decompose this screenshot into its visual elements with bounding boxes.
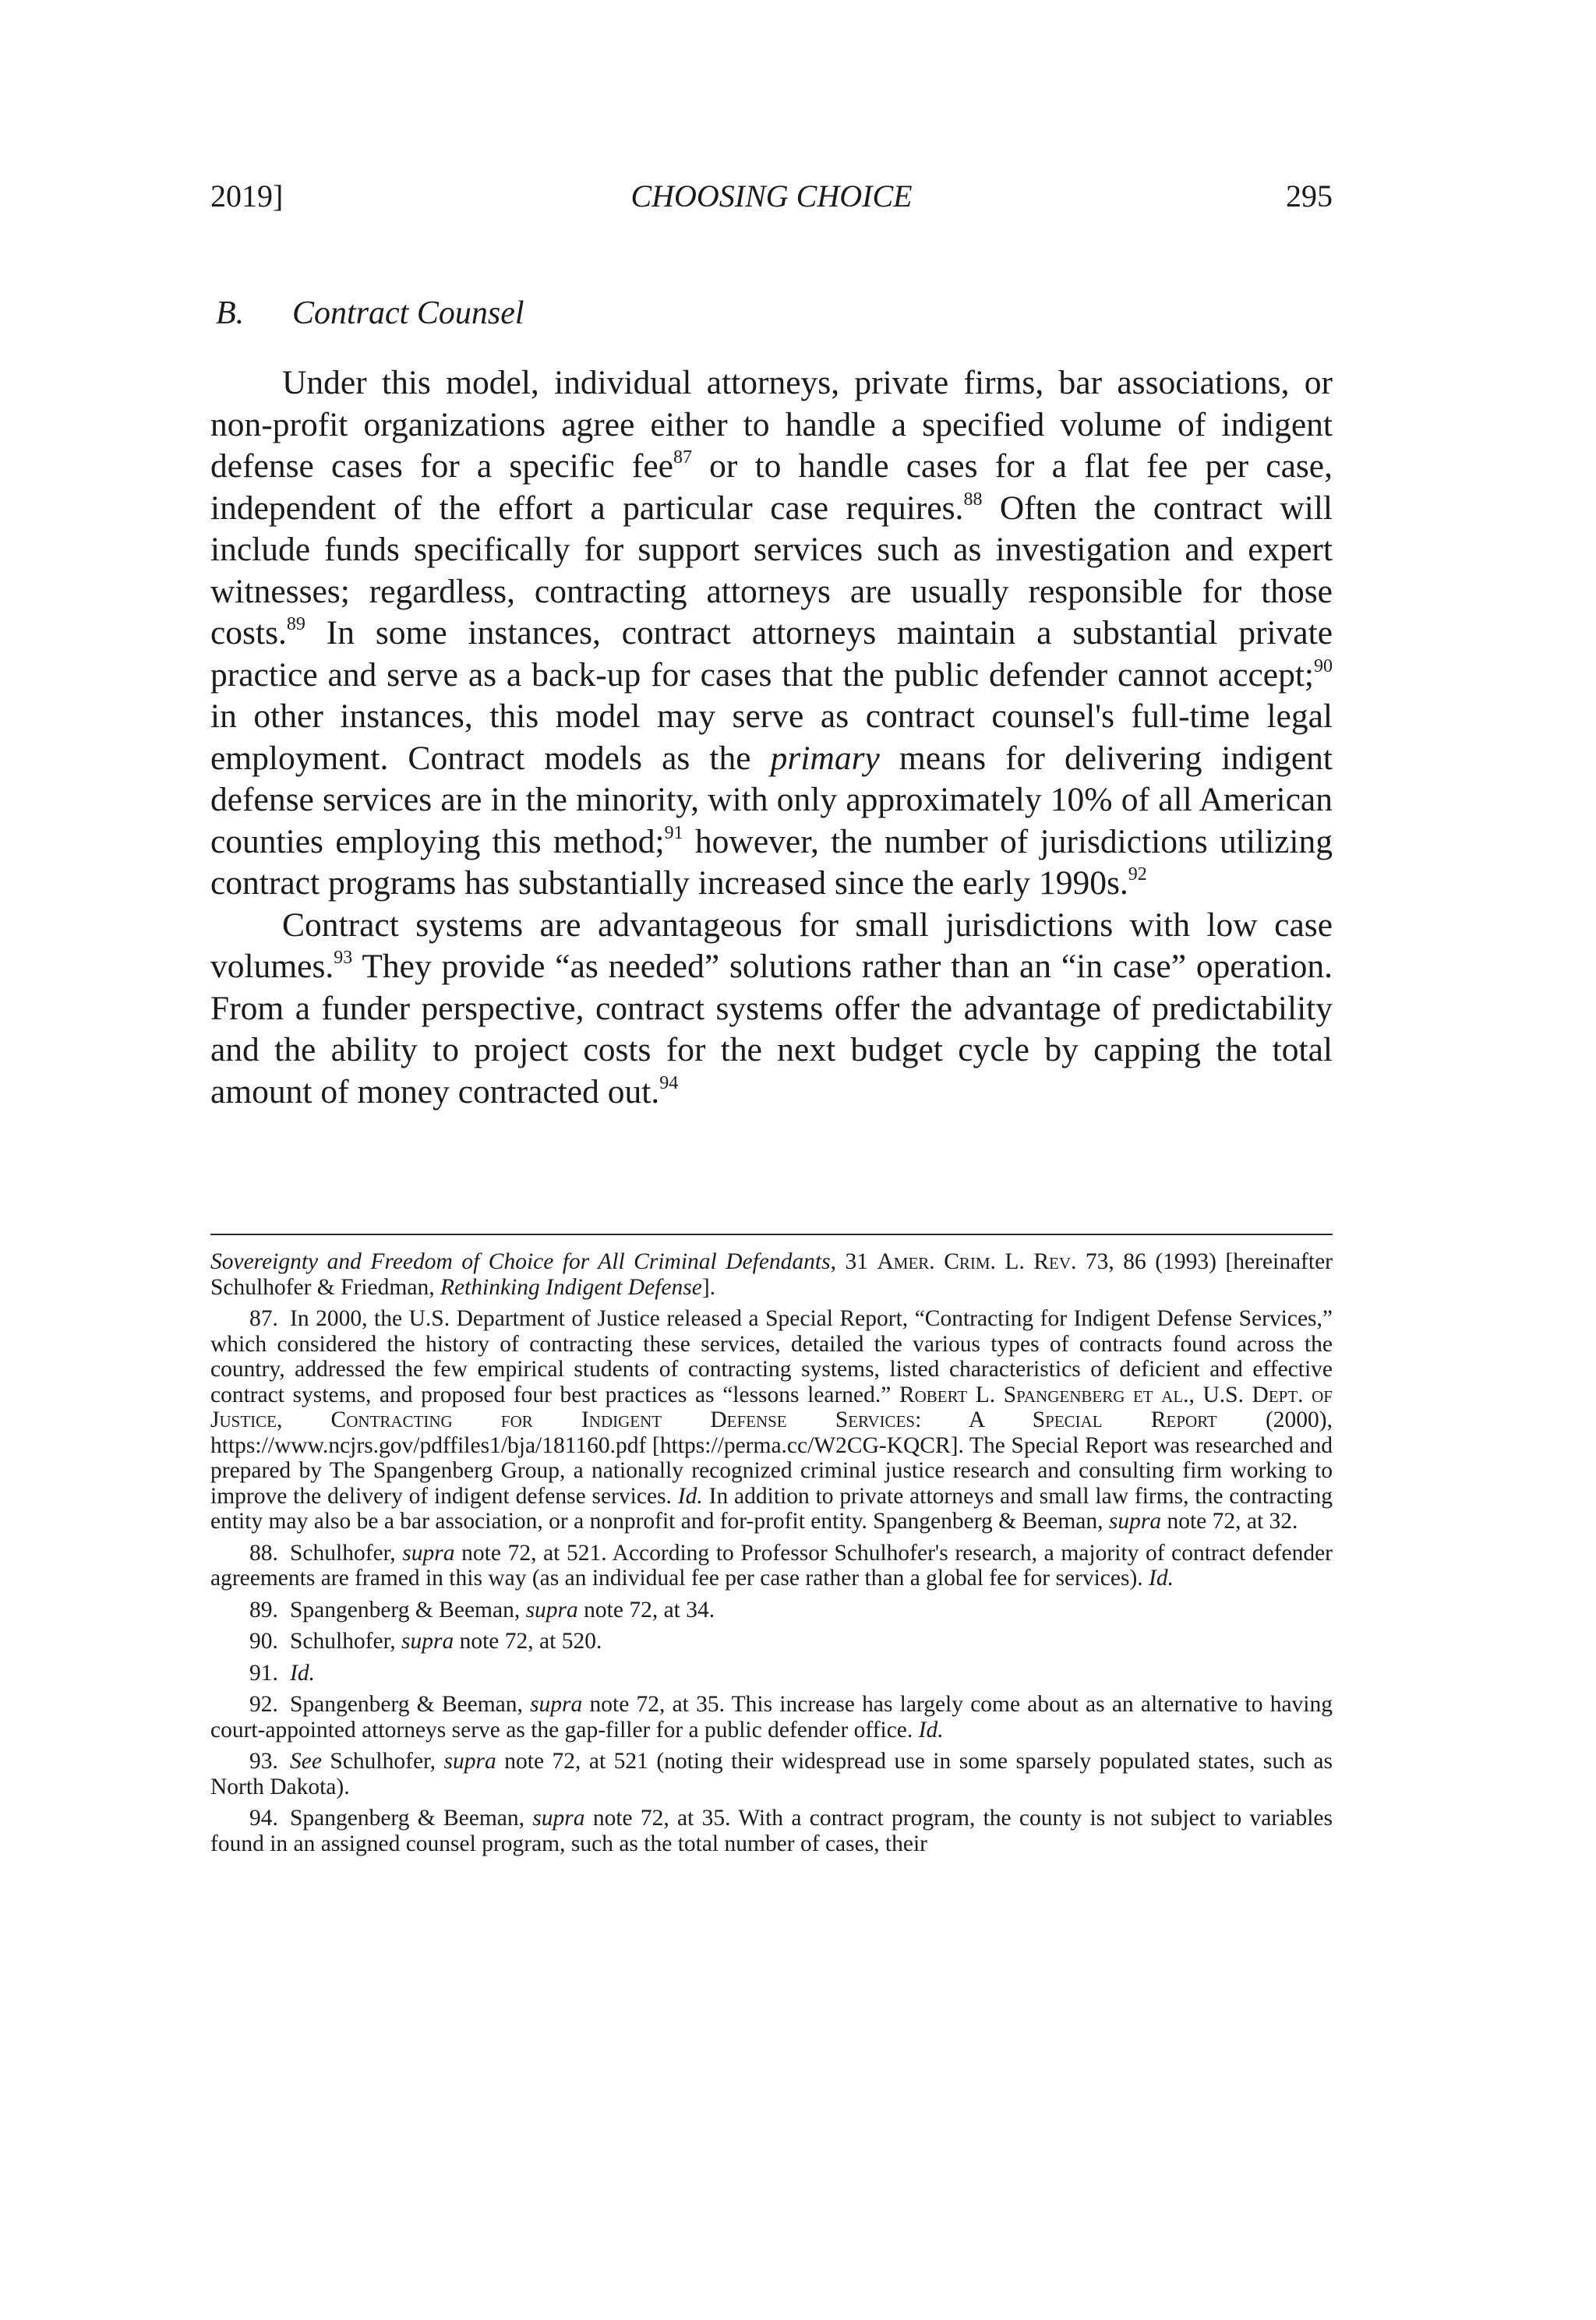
- text-run: however, the number of jurisdictions utilizing contract programs has substantially increased since the early 1990s.: [210, 822, 1333, 902]
- id-signal: Id.: [677, 1483, 703, 1509]
- footnote-ref-90[interactable]: 90: [1314, 655, 1333, 676]
- text-run: means for delivering indigent defense services are in the minority, with only approximately 10% of all American counties employing this method;: [210, 739, 1333, 860]
- text-run: (2000), https://www.ncjrs.gov/pdffiles1/bja/181160.pdf [https://perma.cc/W2CG-KQCR]. The Special Report was researched and prepared by The Spangenberg Group, a nationally recognized criminal justice research and consulting firm working to improve the delivery of indigent defense services.: [210, 1407, 1333, 1509]
- paragraph-2: [210, 905, 1333, 1114]
- supra-signal: supra: [443, 1749, 496, 1774]
- footnote-ref-92[interactable]: 92: [1128, 864, 1147, 885]
- text-run: note 72, at 521. According to Professor Schulhofer's research, a majority of contract defender agreements are framed in this way (as an individual fee per case rather than a global fee for services).: [210, 1540, 1333, 1591]
- emphasis-primary: primary: [770, 739, 880, 777]
- footnote-number: 90.: [249, 1629, 278, 1654]
- text-run: , 31: [830, 1249, 877, 1274]
- page-number: 295: [1286, 178, 1333, 214]
- supra-signal: supra: [532, 1806, 585, 1831]
- footnote-number: 93.: [249, 1749, 278, 1774]
- footnote-87: [210, 1306, 1333, 1534]
- section-heading: [216, 295, 524, 332]
- supra-signal: supra: [525, 1597, 578, 1623]
- footnote-92: [210, 1692, 1333, 1743]
- footnote-90: [210, 1629, 1333, 1654]
- footnote-89: [210, 1598, 1333, 1623]
- text-run: They provide “as needed” solutions rather than an “in case” operation. From a funder perspective, contract systems offer the advantage of predictability and the ability to project costs for the next budget cycle by capping the total amount of money contracted out.: [210, 948, 1333, 1111]
- citation-title: Sovereignty and Freedom of Choice for All Criminal Defendants: [210, 1249, 831, 1274]
- text-run: Often the contract will include funds specifically for support services such as investigation and expert witnesses; regardless, contracting attorneys are usually responsible for those costs.: [210, 489, 1333, 652]
- text-run: note 72, at 35. With a contract program, the county is not subject to variables found in an assigned counsel program, such as the total number of cases, their: [210, 1806, 1333, 1856]
- footnote-number: 92.: [249, 1692, 278, 1717]
- citation-author: Robert L. Spangenberg et al., U.S. Dept. of Justice, Contracting for Indigent Defense Services: A Special Report: [210, 1382, 1333, 1432]
- footnote-continuation: [210, 1249, 1333, 1300]
- text-run: Spangenberg & Beeman,: [290, 1597, 526, 1623]
- text-run: Schulhofer,: [290, 1629, 402, 1654]
- footnote-ref-88[interactable]: 88: [963, 489, 983, 510]
- footnote-divider: [210, 1234, 1333, 1235]
- text-run: note 72, at 35. This increase has largely come about as an alternative to having court-appointed attorneys serve as the gap-filler for a public defender office.: [210, 1692, 1333, 1743]
- footnote-93: [210, 1749, 1333, 1799]
- text-run: In addition to private attorneys and small law firms, the contracting entity may also be a bar association, or a nonprofit and for-profit entity. Spangenberg & Beeman,: [210, 1483, 1333, 1534]
- supra-signal: supra: [530, 1692, 583, 1717]
- footnote-number: 89.: [249, 1597, 278, 1623]
- supra-signal: supra: [401, 1629, 454, 1654]
- footnote-number: 88.: [249, 1540, 278, 1566]
- footnote-ref-87[interactable]: 87: [673, 447, 692, 468]
- id-signal: Id.: [1149, 1566, 1174, 1591]
- text-run: Schulhofer,: [290, 1540, 403, 1566]
- see-signal: See: [290, 1749, 322, 1774]
- header-year: 2019]: [210, 178, 284, 214]
- text-run: Contract systems are advantageous for small jurisdictions with low case volumes.: [210, 906, 1333, 985]
- text-run: or to handle cases for a flat fee per case, independent of the effort a particular case requires.: [210, 447, 1333, 527]
- running-header: [210, 178, 1333, 224]
- section-title: Contract Counsel: [292, 295, 524, 331]
- paragraph-1: [210, 362, 1333, 905]
- supra-signal: supra: [402, 1540, 455, 1566]
- journal-name: Amer. Crim. L. Rev.: [877, 1249, 1077, 1274]
- text-run: Under this model, individual attorneys, private firms, bar associations, or non-profit organizations agree either to handle a specified volume of indigent defense cases for a specific fee: [210, 364, 1333, 485]
- text-run: Spangenberg & Beeman,: [290, 1806, 533, 1831]
- id-signal: Id.: [918, 1717, 944, 1743]
- text-run: in other instances, this model may serve as contract counsel's full-time legal employment. Contract models as the: [210, 697, 1333, 777]
- footnotes: [210, 1249, 1333, 1856]
- supra-signal: supra: [1108, 1509, 1162, 1534]
- text-run: Spangenberg & Beeman,: [290, 1692, 531, 1717]
- footnote-ref-89[interactable]: 89: [286, 614, 305, 634]
- footnote-ref-93[interactable]: 93: [334, 948, 353, 968]
- header-title: CHOOSING CHOICE: [630, 178, 913, 214]
- short-title: Rethinking Indigent Defense: [440, 1274, 702, 1300]
- footnote-94: [210, 1806, 1333, 1856]
- text-run: note 72, at 520.: [454, 1629, 602, 1654]
- footnote-88: [210, 1541, 1333, 1591]
- text-run: Schulhofer,: [321, 1749, 444, 1774]
- section-letter: B.: [216, 295, 245, 331]
- text-run: ].: [701, 1274, 716, 1300]
- body-text: [210, 362, 1333, 1113]
- text-run: note 72, at 32.: [1161, 1509, 1298, 1534]
- footnote-ref-94[interactable]: 94: [659, 1072, 679, 1093]
- footnote-91: [210, 1661, 1333, 1686]
- text-run: note 72, at 34.: [577, 1597, 715, 1623]
- footnote-number: 87.: [249, 1306, 278, 1331]
- footnote-number: 94.: [249, 1806, 278, 1831]
- text-run: 73, 86 (1993) [hereinafter Schulhofer & Friedman,: [210, 1249, 1333, 1300]
- footnote-number: 91.: [249, 1660, 278, 1686]
- text-run: note 72, at 521 (noting their widespread use in some sparsely populated states, such as North Dakota).: [210, 1749, 1333, 1799]
- id-signal: Id.: [290, 1660, 315, 1686]
- footnote-ref-91[interactable]: 91: [664, 822, 683, 843]
- text-run: In some instances, contract attorneys maintain a substantial private practice and serve as a back-up for cases that the public defender cannot accept;: [210, 614, 1333, 694]
- text-run: In 2000, the U.S. Department of Justice released a Special Report, “Contracting for Indigent Defense Services,” which considered the history of contracting these services, detailed the various types of contracts found across the country, addressed the few empirical students of contracting systems, listed characteristics of deficient and effective contract systems, and proposed four best practices as “lessons learned.”: [210, 1306, 1333, 1407]
